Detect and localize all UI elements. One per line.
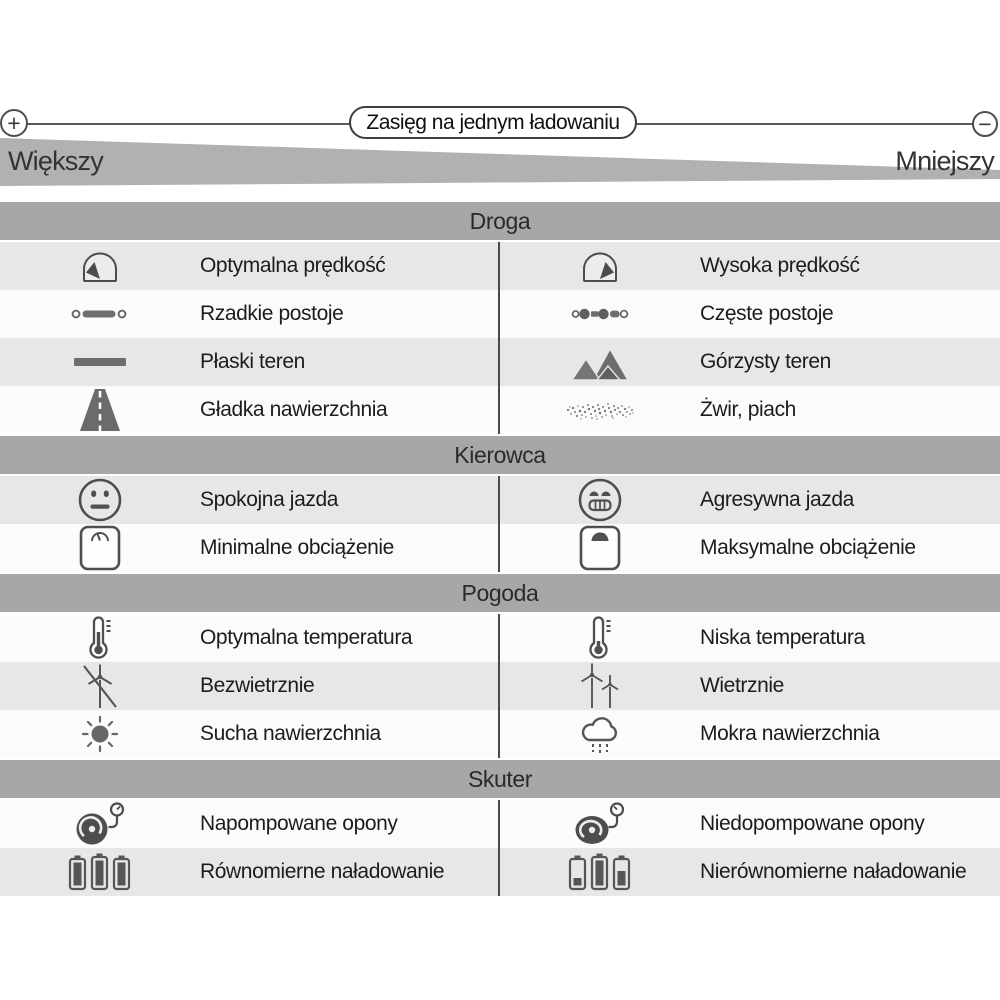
factor-label: Niska temperatura	[700, 626, 865, 649]
factor-cell-negative	[500, 290, 1000, 338]
factor-cell-positive	[0, 386, 500, 434]
wind-turbines-icon	[500, 662, 700, 710]
minus-icon	[972, 111, 998, 137]
bigger-label: Większy	[8, 146, 103, 176]
speedometer-low-icon	[0, 250, 200, 283]
sun-icon	[0, 714, 200, 754]
factor-label: Maksymalne obciążenie	[700, 536, 916, 559]
factor-label: Wysoka prędkość	[700, 254, 860, 277]
factor-label: Sucha nawierzchnia	[200, 722, 381, 745]
plus-glyph: +	[7, 109, 21, 136]
section-title: Kierowca	[454, 441, 546, 468]
factor-label: Górzysty teren	[700, 350, 831, 373]
factor-cell-positive	[0, 710, 500, 758]
section	[0, 436, 1000, 572]
factor-row	[0, 848, 1000, 896]
factor-cell-positive	[0, 338, 500, 386]
no-wind-icon	[0, 662, 200, 710]
batteries-uneven-icon	[500, 851, 700, 893]
factor-cell-negative	[500, 386, 1000, 434]
section-rows	[0, 242, 1000, 434]
section-rows	[0, 476, 1000, 572]
factor-row	[0, 662, 1000, 710]
factor-cell-negative	[500, 662, 1000, 710]
factor-row	[0, 710, 1000, 758]
calm-face-icon	[0, 477, 200, 523]
aggressive-face-icon	[500, 477, 700, 523]
factor-label: Napompowane opony	[200, 812, 398, 835]
section	[0, 202, 1000, 434]
factor-row	[0, 800, 1000, 848]
factor-label: Bezwietrznie	[200, 674, 315, 697]
section	[0, 574, 1000, 758]
rare-stops-icon	[0, 306, 200, 322]
factor-cell-negative	[500, 848, 1000, 896]
section-title: Pogoda	[461, 579, 539, 606]
range-title-pill	[349, 106, 637, 139]
range-title: Zasięg na jednym ładowaniu	[366, 110, 620, 134]
factor-label: Częste postoje	[700, 302, 834, 325]
factor-cell-positive	[0, 800, 500, 848]
mountains-icon	[500, 343, 700, 381]
frequent-stops-icon	[500, 305, 700, 323]
section-rows	[0, 800, 1000, 896]
plus-icon	[0, 109, 28, 137]
thermometer-optimal-icon	[0, 615, 200, 661]
tire-deflated-icon	[500, 801, 700, 847]
factor-cell-positive	[0, 524, 500, 572]
factor-cell-positive	[0, 614, 500, 662]
factor-label: Niedopompowane opony	[700, 812, 925, 835]
range-wedge	[0, 137, 1000, 187]
section-header-kierowca	[0, 436, 1000, 474]
factor-cell-negative	[500, 710, 1000, 758]
factor-cell-negative	[500, 800, 1000, 848]
factor-row	[0, 614, 1000, 662]
section-header-droga	[0, 202, 1000, 240]
rain-cloud-icon	[500, 712, 700, 756]
factor-label: Agresywna jazda	[700, 488, 854, 511]
factor-label: Mokra nawierzchnia	[700, 722, 880, 745]
section-header-skuter	[0, 760, 1000, 798]
factor-label: Minimalne obciążenie	[200, 536, 394, 559]
factor-cell-negative	[500, 614, 1000, 662]
tire-inflated-icon	[0, 801, 200, 847]
section-title: Skuter	[467, 765, 533, 792]
factor-cell-negative	[500, 476, 1000, 524]
factor-cell-negative	[500, 338, 1000, 386]
section-title: Droga	[469, 207, 531, 234]
scale-min-icon	[0, 525, 200, 571]
factor-label: Nierównomierne naładowanie	[700, 860, 967, 883]
section-rows	[0, 614, 1000, 758]
flat-terrain-icon	[0, 357, 200, 367]
section	[0, 760, 1000, 896]
factor-label: Równomierne naładowanie	[200, 860, 445, 883]
speedometer-high-icon	[500, 250, 700, 283]
factor-label: Spokojna jazda	[200, 488, 339, 511]
factor-label: Optymalna prędkość	[200, 254, 386, 277]
factor-row	[0, 290, 1000, 338]
batteries-even-icon	[0, 851, 200, 893]
factor-cell-positive	[0, 242, 500, 290]
factor-row	[0, 338, 1000, 386]
factor-label: Rzadkie postoje	[200, 302, 344, 325]
factor-label: Płaski teren	[200, 350, 305, 373]
factor-cell-negative	[500, 524, 1000, 572]
factor-row	[0, 386, 1000, 434]
factor-cell-positive	[0, 662, 500, 710]
factor-row	[0, 242, 1000, 290]
section-header-pogoda	[0, 574, 1000, 612]
factor-cell-positive	[0, 848, 500, 896]
gravel-icon	[500, 396, 700, 424]
factor-label: Żwir, piach	[700, 398, 796, 421]
smaller-label: Mniejszy	[895, 146, 994, 176]
factor-label: Gładka nawierzchnia	[200, 398, 388, 421]
scale-max-icon	[500, 525, 700, 571]
factor-label: Wietrznie	[700, 674, 784, 697]
factor-label: Optymalna temperatura	[200, 626, 413, 649]
factor-cell-positive	[0, 290, 500, 338]
minus-glyph: −	[978, 110, 992, 137]
factor-row	[0, 476, 1000, 524]
smooth-road-icon	[0, 387, 200, 433]
factor-cell-positive	[0, 476, 500, 524]
factor-cell-negative	[500, 242, 1000, 290]
thermometer-low-icon	[500, 615, 700, 661]
factor-row	[0, 524, 1000, 572]
factors-table	[0, 200, 1000, 896]
